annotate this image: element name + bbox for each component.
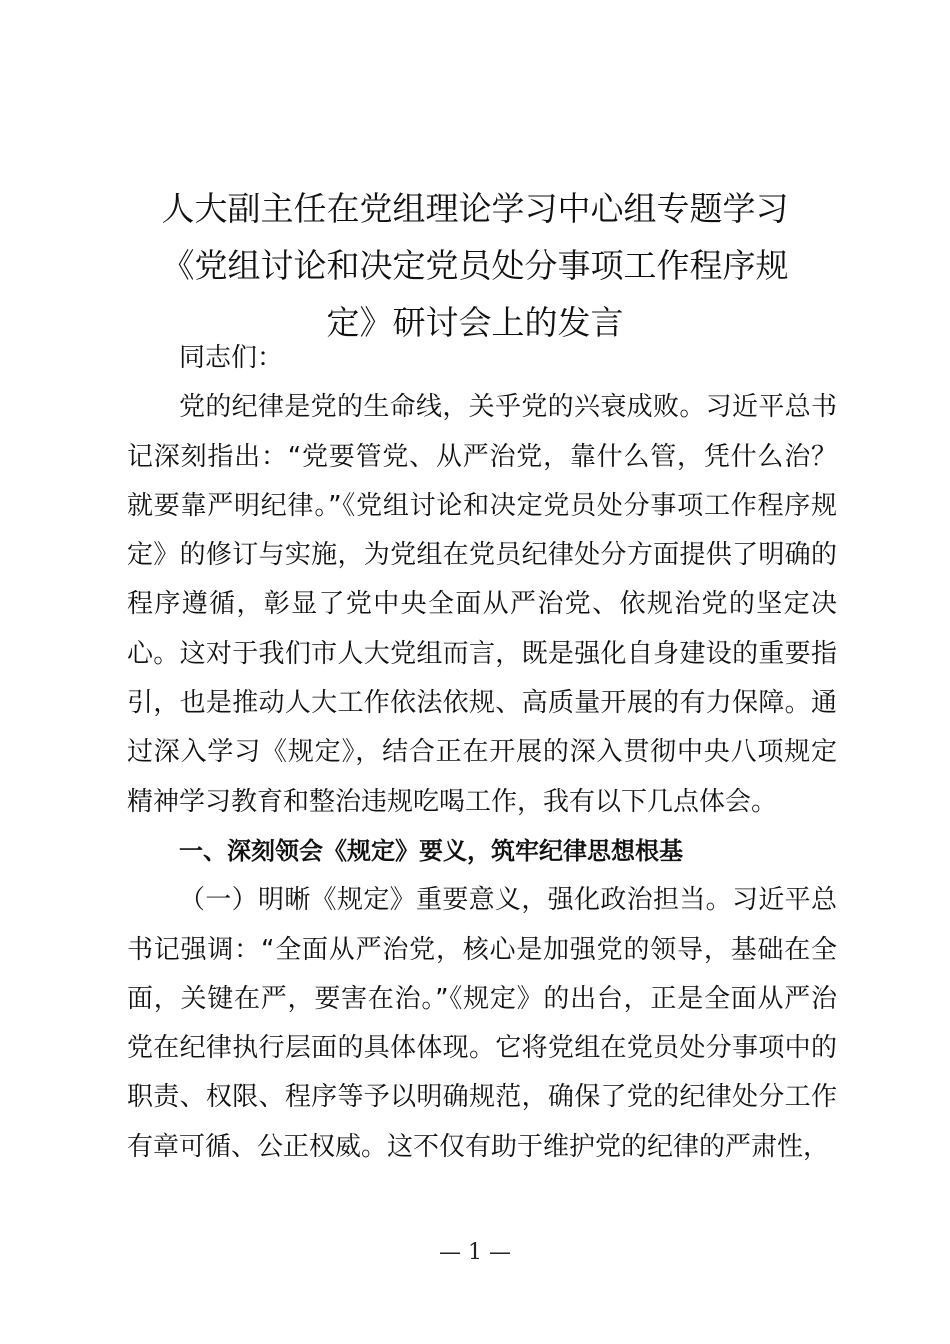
- section-heading: 一、深刻领会《规定》要义，筑牢纪律思想根基: [179, 836, 683, 865]
- title-line: 定》研讨会上的发言: [326, 303, 624, 342]
- title-line: 《党组讨论和决定党员处分事项工作程序规: [161, 246, 789, 285]
- page-number: — 1 —: [439, 1240, 511, 1265]
- document-title: [100, 180, 850, 351]
- body-paragraph: （一）明晰《规定》重要意义，强化政治担当。习近平总书记强调：“全面从严治党，核心是加强党的领导，基础在全面，关键在严，要害在治。”《规定》的出台，正是全面从严治党在纪律执行层面的具体体现。它将党组在党员处分事项中的职责、权限、程序等予以明确规范，确保了党的纪律处分工作有章可循、公正权威。这不仅有助于维护党的纪律的严肃性，: [127, 885, 837, 1162]
- body-paragraph: 党的纪律是党的生命线，关乎党的兴衰成败。习近平总书记深刻指出：“党要管党、从严治党，靠什么管，凭什么治？就要靠严明纪律。”《党组讨论和决定党员处分事项工作程序规定》的修订与实施，为党组在党员纪律处分方面提供了明确的程序遵循，彰显了党中央全面从严治党、依规治党的坚定决心。这对于我们市人大党组而言，既是强化自身建设的重要指引，也是推动人大工作依法依规、高质量开展的有力保障。通过深入学习《规定》，结合正在开展的深入贯彻中央八项规定精神学习教育和整治违规吃喝工作，我有以下几点体会。: [127, 392, 837, 817]
- salutation: 同志们：: [179, 343, 284, 373]
- title-line: 人大副主任在党组理论学习中心组专题学习: [161, 189, 789, 228]
- document-body: [127, 334, 837, 1172]
